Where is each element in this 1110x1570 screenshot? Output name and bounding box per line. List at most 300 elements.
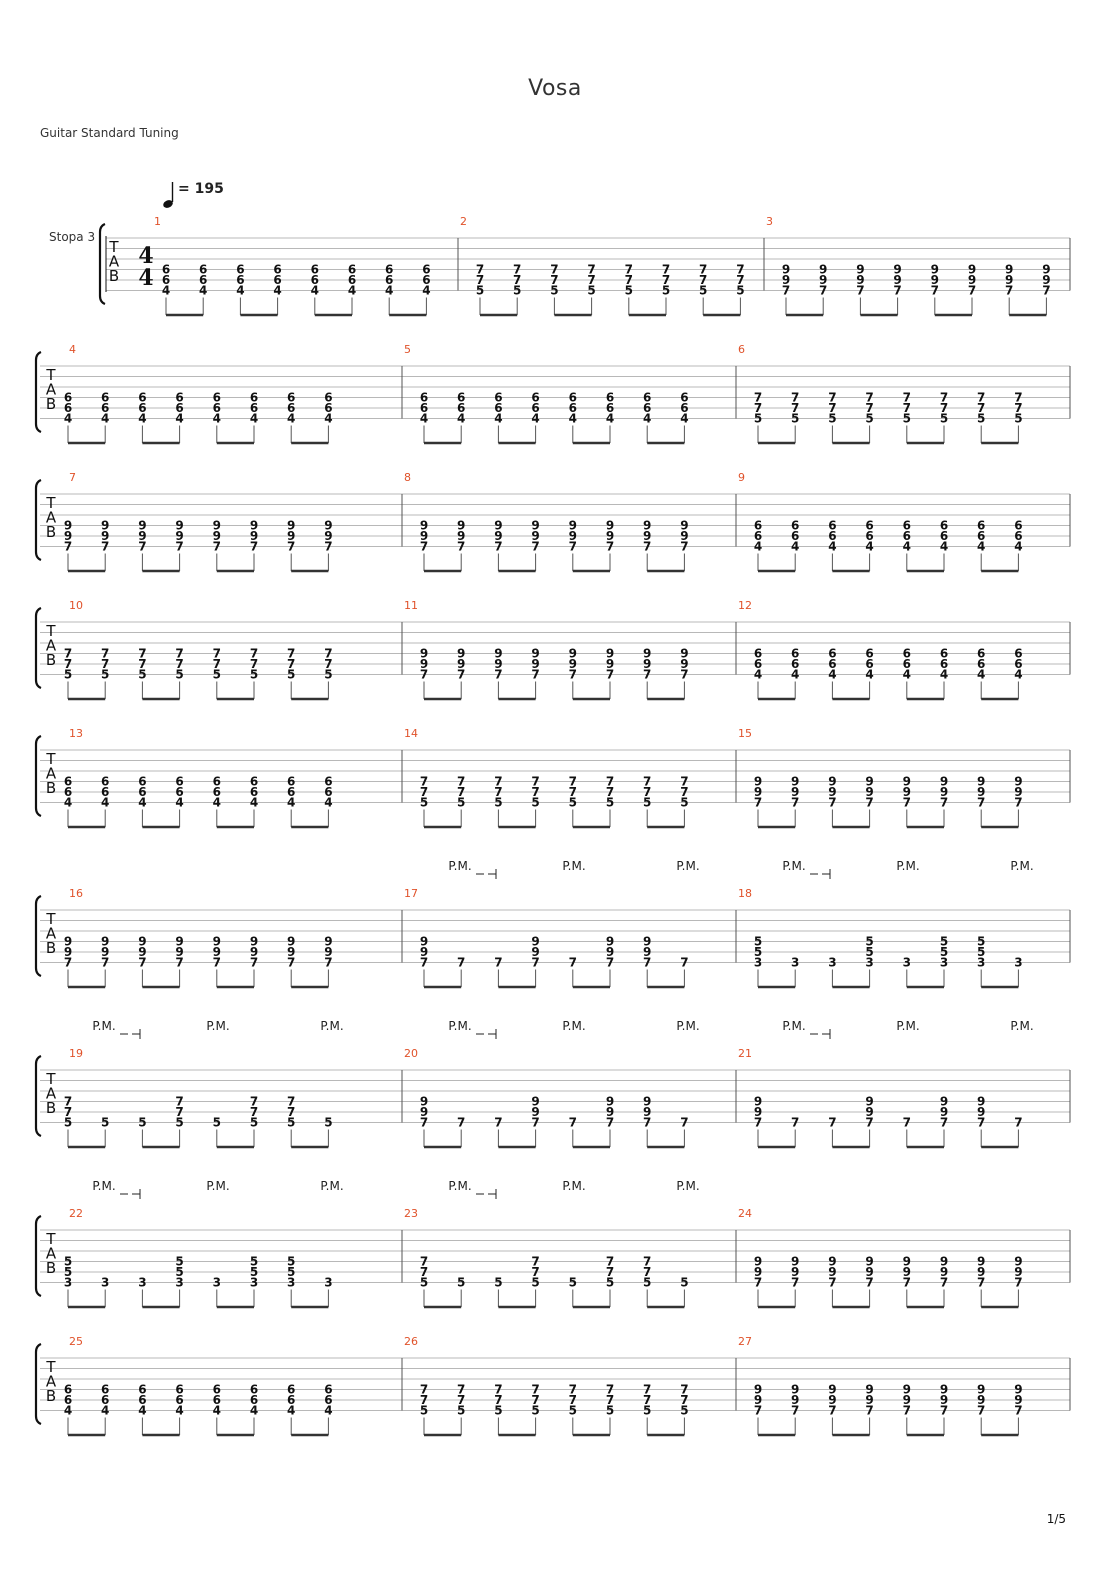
chord-note (903, 956, 911, 970)
tab-clef-letter: T (46, 1358, 56, 1376)
measure (404, 599, 689, 699)
fret-number: 6 (977, 657, 986, 671)
chord-note (977, 1095, 985, 1130)
fret-number: 9 (893, 273, 902, 287)
fret-number: 6 (753, 518, 763, 533)
fret-number: 9 (781, 262, 791, 277)
fret-number: 7 (63, 1105, 73, 1119)
chord-note (977, 935, 985, 970)
fret-number: 9 (287, 518, 296, 533)
fret-number: 4 (310, 283, 319, 298)
chord-note (64, 935, 72, 970)
fret-number: 9 (419, 646, 429, 661)
fret-number: 5 (63, 1254, 73, 1269)
fret-number: 6 (385, 262, 394, 277)
fret-number: 9 (605, 529, 615, 543)
fret-number: 9 (249, 934, 259, 949)
palm-mute-label: P.M. (1010, 1019, 1034, 1033)
fret-number: 7 (568, 785, 577, 799)
palm-mute-label: P.M. (782, 859, 806, 873)
fret-number: 3 (791, 955, 800, 970)
chord-note (531, 1383, 539, 1418)
chord-note (531, 391, 539, 426)
fret-number: 7 (419, 667, 429, 682)
fret-number: 9 (643, 934, 652, 949)
fret-number: 7 (249, 539, 259, 554)
measure (738, 1335, 1023, 1435)
chord-note (138, 775, 146, 810)
chord-note (1014, 391, 1022, 426)
fret-number: 6 (1014, 518, 1023, 533)
chord-note (213, 519, 221, 554)
fret-number: 6 (865, 657, 874, 671)
fret-number: 7 (287, 1105, 296, 1119)
fret-number: 9 (175, 518, 184, 533)
fret-number: 4 (249, 411, 259, 426)
fret-number: 5 (568, 1403, 577, 1418)
fret-number: 4 (828, 539, 837, 554)
fret-number: 7 (457, 774, 466, 789)
fret-number: 6 (63, 774, 73, 789)
fret-number: 6 (531, 401, 540, 415)
chord-note (754, 775, 762, 810)
fret-number: 7 (531, 1382, 540, 1397)
fret-number: 5 (643, 1275, 652, 1290)
fret-number: 9 (568, 646, 577, 661)
tab-clef-letter: T (46, 622, 56, 640)
palm-mute-label: P.M. (448, 1179, 472, 1193)
fret-number: 4 (643, 411, 652, 426)
fret-number: 6 (63, 390, 73, 405)
chord-note (457, 775, 465, 810)
fret-number: 4 (63, 795, 73, 810)
chord-note (457, 1383, 465, 1418)
fret-number: 5 (680, 1403, 689, 1418)
fret-number: 9 (828, 1393, 837, 1407)
song-title: Vosa (528, 76, 582, 101)
fret-number: 6 (643, 390, 652, 405)
tab-clef-letter: T (46, 910, 56, 928)
fret-number: 6 (138, 390, 147, 405)
fret-number: 7 (457, 1382, 466, 1397)
fret-number: 5 (324, 1115, 333, 1130)
fret-number: 7 (63, 657, 73, 671)
chord-note (680, 519, 688, 554)
fret-number: 3 (138, 1275, 147, 1290)
fret-number: 4 (236, 283, 245, 298)
fret-number: 9 (324, 529, 333, 543)
chord-note (64, 391, 72, 426)
measure (738, 1207, 1023, 1307)
chord-note (736, 263, 744, 298)
fret-number: 4 (939, 667, 949, 682)
fret-number: 7 (324, 646, 333, 661)
measure-number: 9 (738, 471, 745, 484)
fret-number: 4 (175, 411, 184, 426)
fret-number: 7 (1014, 1403, 1023, 1418)
chord-note (606, 1383, 614, 1418)
chord-note (1042, 263, 1050, 298)
fret-number: 9 (930, 262, 939, 277)
tab-clef-letter: B (45, 395, 57, 413)
tab-clef-letter: B (45, 1259, 57, 1277)
chord-note (643, 1255, 651, 1290)
chord-note (138, 519, 146, 554)
chord-note (903, 775, 911, 810)
chord-note (494, 391, 502, 426)
fret-number: 6 (138, 774, 147, 789)
fret-number: 4 (939, 539, 949, 554)
fret-number: 5 (494, 1403, 503, 1418)
fret-number: 9 (902, 785, 911, 799)
system-bracket (36, 608, 41, 688)
fret-number: 7 (63, 955, 73, 970)
chord-note (828, 1255, 836, 1290)
tab-staff (36, 1344, 1070, 1424)
chord-note (420, 519, 428, 554)
fret-number: 5 (939, 945, 949, 959)
fret-number: 9 (977, 1254, 986, 1269)
fret-number: 4 (287, 411, 296, 426)
chord-note (791, 647, 799, 682)
fret-number: 9 (419, 1105, 429, 1119)
fret-number: 7 (494, 955, 503, 970)
fret-number: 5 (568, 795, 577, 810)
fret-number: 7 (699, 262, 708, 277)
palm-mute-label: P.M. (92, 1019, 116, 1033)
fret-number: 7 (531, 955, 540, 970)
fret-number: 5 (249, 1265, 259, 1279)
fret-number: 7 (605, 667, 615, 682)
chord-note (569, 1383, 577, 1418)
fret-number: 5 (212, 1115, 221, 1130)
fret-number: 7 (791, 390, 800, 405)
measure-number: 17 (404, 887, 418, 900)
fret-number: 6 (63, 1393, 73, 1407)
fret-number: 6 (63, 1382, 73, 1397)
fret-number: 5 (828, 411, 837, 426)
fret-number: 9 (531, 1105, 540, 1119)
fret-number: 7 (175, 646, 184, 661)
measure-number: 24 (738, 1207, 752, 1220)
fret-number: 9 (865, 1265, 874, 1279)
fret-number: 4 (63, 1403, 73, 1418)
fret-number: 6 (385, 273, 394, 287)
fret-number: 9 (643, 945, 652, 959)
fret-number: 7 (324, 539, 333, 554)
fret-number: 9 (939, 1382, 949, 1397)
fret-number: 9 (902, 774, 911, 789)
fret-number: 7 (828, 1275, 837, 1290)
chord-note (175, 1255, 183, 1290)
fret-number: 9 (605, 945, 615, 959)
chord-note (494, 1116, 502, 1130)
measure-number: 4 (69, 343, 76, 356)
fret-number: 4 (249, 795, 259, 810)
measure (36, 887, 1070, 987)
tab-systems (36, 215, 1070, 1435)
fret-number: 7 (475, 262, 485, 277)
fret-number: 7 (494, 1393, 503, 1407)
fret-number: 5 (791, 411, 800, 426)
chord-note (865, 1383, 873, 1418)
fret-number: 6 (249, 1393, 259, 1407)
fret-number: 5 (865, 934, 874, 949)
fret-number: 9 (828, 774, 837, 789)
chord-note (494, 1383, 502, 1418)
measure (738, 471, 1023, 571)
fret-number: 9 (1014, 1254, 1023, 1269)
fret-number: 6 (175, 1393, 184, 1407)
chord-note (569, 1276, 577, 1290)
fret-number: 4 (287, 795, 296, 810)
fret-number: 7 (494, 785, 503, 799)
fret-number: 4 (199, 283, 208, 298)
fret-number: 7 (531, 1393, 540, 1407)
measure-number: 6 (738, 343, 745, 356)
fret-number: 7 (680, 1393, 689, 1407)
fret-number: 7 (419, 1115, 429, 1130)
palm-mute-label: P.M. (896, 1019, 920, 1033)
measure-number: 27 (738, 1335, 752, 1348)
chord-note (324, 1276, 332, 1290)
fret-number: 9 (531, 934, 540, 949)
chord-note (550, 263, 558, 298)
chord-note (213, 1116, 221, 1130)
fret-number: 6 (347, 273, 357, 287)
tab-clef-letter: B (108, 267, 120, 285)
chord-note (865, 775, 873, 810)
chord-note (250, 391, 258, 426)
chord-note (931, 263, 939, 298)
fret-number: 9 (419, 1094, 429, 1109)
measure-number: 5 (404, 343, 411, 356)
fret-number: 4 (161, 283, 171, 298)
chord-note (643, 519, 651, 554)
fret-number: 6 (791, 646, 800, 661)
fret-number: 6 (1014, 657, 1023, 671)
fret-number: 4 (605, 411, 615, 426)
system-bracket (36, 736, 41, 816)
fret-number: 7 (249, 646, 259, 661)
fret-number: 6 (287, 1382, 296, 1397)
fret-number: 9 (643, 1105, 652, 1119)
fret-number: 7 (791, 795, 800, 810)
palm-mute-label: P.M. (320, 1019, 344, 1033)
fret-number: 7 (1014, 795, 1023, 810)
fret-number: 7 (680, 539, 689, 554)
chord-note (754, 519, 762, 554)
chord-note (903, 519, 911, 554)
fret-number: 9 (865, 1094, 874, 1109)
chord-note (213, 935, 221, 970)
measure-number: 19 (69, 1047, 83, 1060)
fret-number: 9 (643, 646, 652, 661)
fret-number: 3 (828, 955, 837, 970)
chord-note (250, 1383, 258, 1418)
fret-number: 9 (680, 518, 689, 533)
fret-number: 7 (494, 1115, 503, 1130)
tab-clef-letter: A (45, 764, 57, 783)
chord-note (324, 647, 332, 682)
chord-note (287, 775, 295, 810)
chord-note (250, 519, 258, 554)
fret-number: 5 (475, 283, 485, 298)
measure (36, 343, 1070, 443)
fret-number: 7 (531, 667, 540, 682)
fret-number: 5 (902, 411, 911, 426)
fret-number: 7 (457, 785, 466, 799)
fret-number: 6 (249, 1382, 259, 1397)
fret-number: 7 (101, 646, 110, 661)
fret-number: 5 (699, 283, 708, 298)
fret-number: 7 (550, 262, 559, 277)
fret-number: 9 (324, 945, 333, 959)
chord-note (250, 1255, 258, 1290)
fret-number: 9 (680, 657, 689, 671)
fret-number: 9 (101, 529, 110, 543)
fret-number: 7 (865, 401, 874, 415)
chord-note (606, 1255, 614, 1290)
fret-number: 7 (63, 646, 73, 661)
chord-note (643, 775, 651, 810)
measure (36, 727, 1070, 827)
fret-number: 7 (977, 401, 986, 415)
fret-number: 4 (175, 795, 184, 810)
fret-number: 9 (753, 1105, 763, 1119)
chord-note (213, 775, 221, 810)
palm-mute-label: P.M. (896, 859, 920, 873)
measure (404, 859, 700, 987)
fret-number: 7 (791, 1403, 800, 1418)
fret-number: 9 (865, 1105, 874, 1119)
chord-note (101, 775, 109, 810)
measure-number: 20 (404, 1047, 418, 1060)
fret-number: 7 (865, 1115, 874, 1130)
palm-mute-label: P.M. (92, 1179, 116, 1193)
fret-number: 4 (422, 283, 431, 298)
tab-clef-letter: T (46, 366, 56, 384)
chord-note (138, 647, 146, 682)
chord-note (977, 647, 985, 682)
fret-number: 6 (680, 401, 689, 415)
fret-number: 9 (753, 1382, 763, 1397)
fret-number: 6 (101, 774, 110, 789)
chord-note (420, 1095, 428, 1130)
time-signature-denominator: 4 (138, 265, 154, 291)
fret-number: 7 (287, 1094, 296, 1109)
fret-number: 7 (457, 539, 466, 554)
fret-number: 7 (587, 273, 596, 287)
fret-number: 4 (63, 411, 73, 426)
fret-number: 7 (531, 1265, 540, 1279)
fret-number: 9 (680, 529, 689, 543)
fret-number: 7 (531, 539, 540, 554)
tab-staff (100, 224, 1070, 304)
fret-number: 5 (605, 1275, 615, 1290)
fret-number: 7 (63, 539, 73, 554)
fret-number: 7 (249, 657, 259, 671)
fret-number: 7 (902, 1115, 911, 1130)
fret-number: 9 (63, 934, 73, 949)
chord-note (606, 647, 614, 682)
chord-note (64, 647, 72, 682)
chord-note (494, 775, 502, 810)
fret-number: 7 (324, 657, 333, 671)
fret-number: 5 (939, 934, 949, 949)
system-bracket (36, 480, 41, 560)
chord-note (175, 1383, 183, 1418)
fret-number: 9 (856, 273, 865, 287)
fret-number: 9 (1014, 785, 1023, 799)
measure (404, 1335, 689, 1435)
fret-number: 7 (865, 390, 874, 405)
fret-number: 5 (513, 283, 522, 298)
fret-number: 7 (736, 273, 745, 287)
chord-note (457, 391, 465, 426)
fret-number: 3 (249, 1275, 259, 1290)
chord-note (977, 1255, 985, 1290)
chord-note (865, 391, 873, 426)
fret-number: 7 (494, 667, 503, 682)
fret-number: 4 (138, 795, 147, 810)
measure-number: 26 (404, 1335, 418, 1348)
chord-note (977, 775, 985, 810)
fret-number: 9 (977, 1382, 986, 1397)
chord-note (531, 935, 539, 970)
fret-number: 4 (494, 411, 503, 426)
fret-number: 9 (101, 934, 110, 949)
palm-mute-label: P.M. (448, 1019, 472, 1033)
measure (100, 215, 1070, 315)
fret-number: 4 (273, 283, 282, 298)
fret-number: 9 (753, 1393, 763, 1407)
fret-number: 6 (101, 1382, 110, 1397)
chord-note (250, 935, 258, 970)
fret-number: 9 (531, 529, 540, 543)
fret-number: 7 (287, 657, 296, 671)
fret-number: 5 (419, 795, 429, 810)
fret-number: 6 (605, 401, 615, 415)
chord-note (101, 519, 109, 554)
fret-number: 3 (63, 1275, 73, 1290)
fret-number: 5 (457, 795, 466, 810)
fret-number: 4 (138, 1403, 147, 1418)
fret-number: 9 (138, 529, 147, 543)
fret-number: 4 (791, 539, 800, 554)
fret-number: 9 (324, 934, 333, 949)
chord-note (64, 775, 72, 810)
fret-number: 9 (977, 1265, 986, 1279)
fret-number: 6 (138, 785, 147, 799)
fret-number: 6 (324, 401, 333, 415)
tab-staff (36, 896, 1070, 976)
fret-number: 5 (175, 1254, 184, 1269)
palm-mute-label: P.M. (1010, 859, 1034, 873)
fret-number: 9 (643, 657, 652, 671)
chord-note (348, 263, 356, 298)
fret-number: 9 (138, 518, 147, 533)
fret-number: 9 (902, 1393, 911, 1407)
fret-number: 6 (347, 262, 357, 277)
fret-number: 7 (513, 262, 522, 277)
fret-number: 6 (236, 262, 245, 277)
fret-number: 9 (1042, 273, 1051, 287)
chord-note (287, 935, 295, 970)
tab-clef-letter: A (108, 252, 120, 271)
chord-note (791, 775, 799, 810)
measure (738, 343, 1023, 443)
